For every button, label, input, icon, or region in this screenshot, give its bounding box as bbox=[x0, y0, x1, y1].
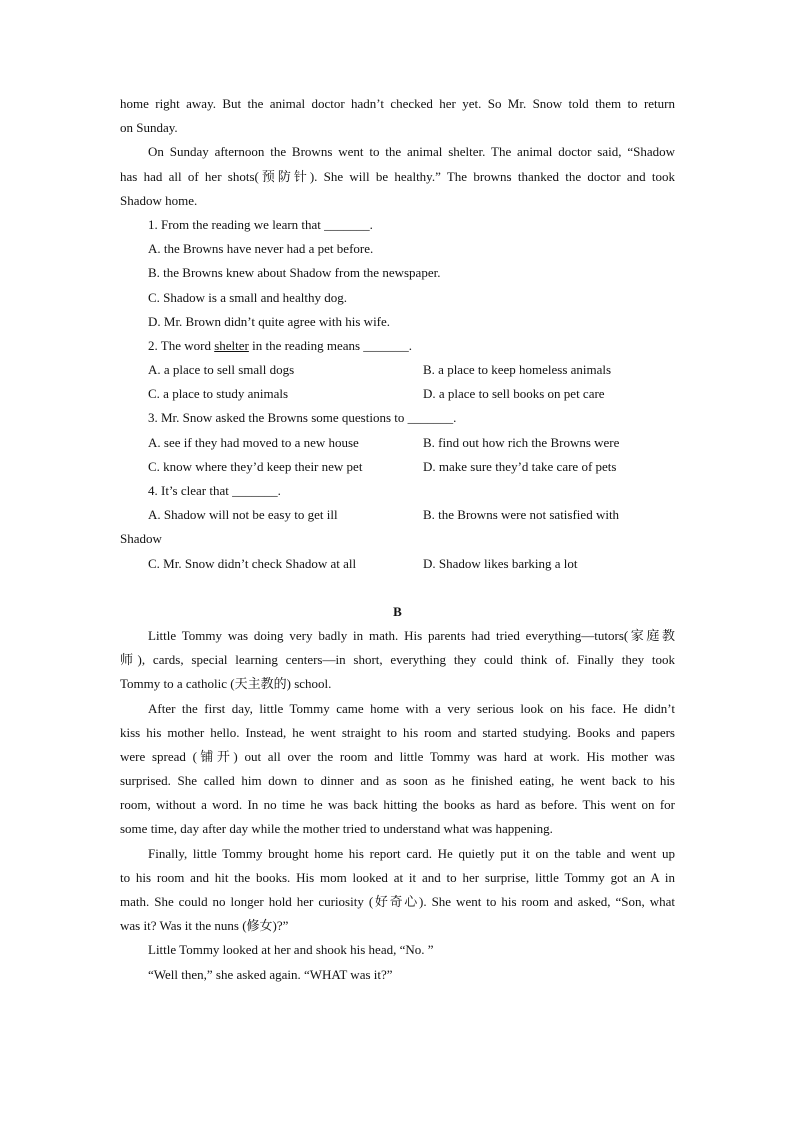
answer-option: D. a place to sell books on pet care bbox=[423, 386, 605, 402]
answer-option: A. Shadow will not be easy to get ill bbox=[148, 507, 338, 523]
option-row bbox=[120, 503, 675, 527]
text-line: has had all of her shots(预防针). She will be healthy.” The browns thanked the doctor and took bbox=[120, 168, 675, 184]
text-line: 师), cards, special learning centers—in short, everything they could think of. Finally they took bbox=[120, 652, 675, 668]
text-line: Tommy to a catholic (天主教的) school. bbox=[120, 676, 332, 692]
option-row bbox=[120, 552, 675, 576]
text-line: “Well then,” she asked again. “WHAT was it?” bbox=[148, 966, 393, 982]
text-line: After the first day, little Tommy came home with a very serious look on his face. He didn’t bbox=[148, 700, 675, 716]
answer-option: C. a place to study animals bbox=[148, 386, 289, 402]
question-stem: 1. From the reading we learn that _______. bbox=[148, 216, 373, 232]
text-line: math. She could no longer hold her curiosity (好奇心). She went to his room and asked, “Son, what bbox=[120, 894, 675, 909]
section-heading: B bbox=[393, 603, 402, 619]
text-line: Shadow home. bbox=[120, 192, 198, 208]
text-line: on Sunday. bbox=[120, 120, 178, 136]
option-row bbox=[120, 358, 675, 382]
answer-option: D. make sure they’d take care of pets bbox=[423, 458, 617, 474]
answer-option: A. the Browns have never had a pet before. bbox=[148, 241, 374, 257]
text-line: to his room and hit the books. His mom looked at it and to her surprise, little Tommy got an A in bbox=[120, 869, 675, 885]
text-line: was it? Was it the nuns (修女)?” bbox=[120, 918, 289, 934]
text-line: some time, day after day while the mother tried to understand what was happening. bbox=[120, 821, 553, 837]
answer-option: A. see if they had moved to a new house bbox=[148, 434, 359, 450]
text-line: surprised. She called him down to dinner and as soon as he finished eating, he went back to his bbox=[120, 773, 675, 789]
text-line: home right away. But the animal doctor hadn’t checked her yet. So Mr. Snow told them to return bbox=[120, 96, 675, 111]
answer-option: D. Shadow likes barking a lot bbox=[423, 555, 578, 571]
answer-option: C. know where they’d keep their new pet bbox=[148, 458, 363, 474]
text-line: were spread (铺开) out all over the room and little Tommy was hard at work. His mother was bbox=[120, 748, 675, 764]
text-line: Finally, little Tommy brought home his report card. He quietly put it on the table and went up bbox=[148, 845, 675, 861]
option-row bbox=[120, 431, 675, 455]
text-line: On Sunday afternoon the Browns went to the animal shelter. The animal doctor said, “Shadow bbox=[148, 144, 675, 160]
stem-text: 2. The word bbox=[148, 337, 215, 353]
question-stem bbox=[120, 334, 675, 358]
option-row bbox=[120, 455, 675, 479]
answer-option: B. find out how rich the Browns were bbox=[423, 434, 620, 450]
answer-option: B. the Browns were not satisfied with bbox=[423, 507, 620, 523]
answer-option: B. a place to keep homeless animals bbox=[423, 362, 612, 378]
answer-option: C. Shadow is a small and healthy dog. bbox=[148, 289, 347, 305]
text-line: Little Tommy looked at her and shook his head, “No. ” bbox=[148, 942, 434, 958]
text-line: room, without a word. In no time he was back hitting the books as hard as before. This went on for bbox=[120, 797, 675, 813]
answer-option: D. Mr. Brown didn’t quite agree with his wife. bbox=[148, 313, 391, 329]
answer-option-wrap: Shadow bbox=[120, 531, 162, 547]
text-line: kiss his mother hello. Instead, he went straight to his room and started studying. Books and papers bbox=[120, 724, 675, 740]
stem-text: in the reading means _______. bbox=[248, 337, 413, 353]
question-stem: 3. Mr. Snow asked the Browns some questions to _______. bbox=[148, 410, 457, 426]
answer-option: C. Mr. Snow didn’t check Shadow at all bbox=[148, 555, 357, 571]
option-row bbox=[120, 382, 675, 406]
underlined-word: shelter bbox=[214, 337, 249, 353]
text-line: Little Tommy was doing very badly in math. His parents had tried everything—tutors(家庭教 bbox=[148, 627, 675, 643]
answer-option: B. the Browns knew about Shadow from the newspaper. bbox=[148, 265, 441, 281]
document-page bbox=[120, 92, 675, 987]
question-stem: 4. It’s clear that _______. bbox=[148, 483, 281, 498]
answer-option: A. a place to sell small dogs bbox=[148, 362, 295, 378]
